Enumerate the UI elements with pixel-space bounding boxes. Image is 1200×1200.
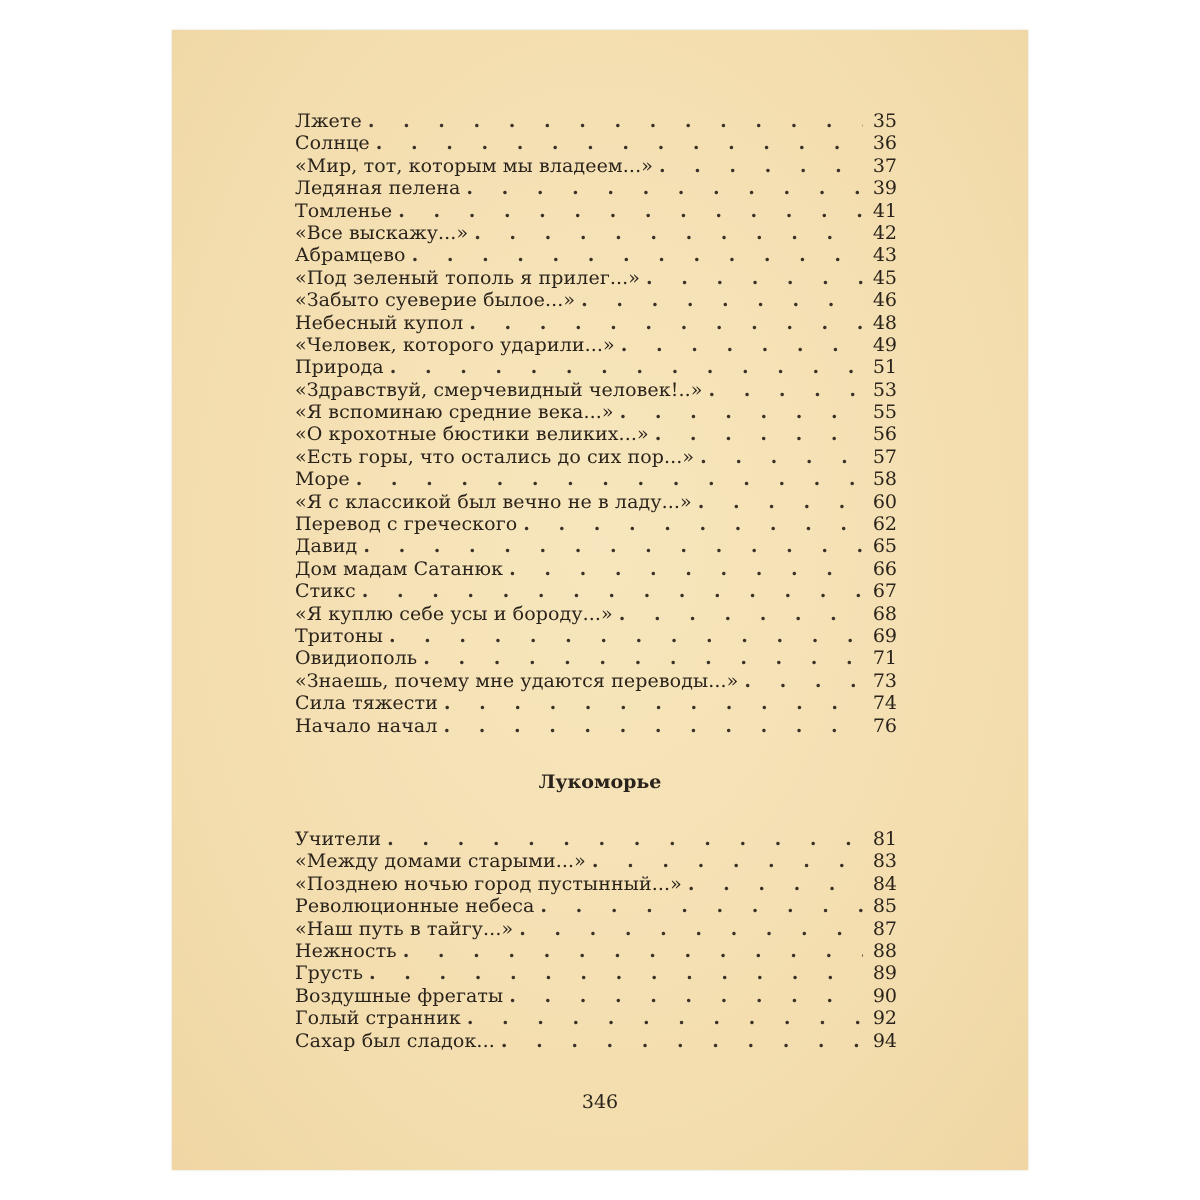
dot-leader (467, 1007, 863, 1029)
dot-leader (688, 873, 863, 895)
toc-entry-page: 36 (872, 132, 897, 155)
toc-entry-title: Лжете (295, 110, 362, 132)
dot-leader (390, 356, 863, 378)
toc-entry-page: 46 (872, 289, 897, 312)
dot-leader (369, 962, 863, 984)
toc-entry (295, 603, 897, 625)
toc-entry (295, 625, 897, 647)
toc-entry-page: 69 (872, 624, 897, 647)
toc-entry-title: «Все выскажу...» (295, 221, 469, 244)
toc-entry-title: Овидиополь (295, 647, 418, 670)
toc-entry-title: «О крохотные бюстики великих...» (295, 423, 649, 446)
toc-entry-title: Небесный купол (295, 311, 464, 334)
toc-entry (295, 873, 897, 895)
dot-leader (523, 513, 863, 535)
dot-leader (423, 647, 863, 669)
toc-entry (295, 468, 897, 490)
dot-leader (519, 918, 863, 940)
toc-entry (295, 379, 897, 401)
dot-leader (700, 446, 863, 468)
toc-entry-title: Стикс (295, 580, 356, 603)
toc-entry-title: Солнце (295, 132, 370, 155)
toc-entry-page: 53 (872, 378, 897, 401)
toc-entry-page: 87 (872, 917, 897, 940)
toc-entry-page: 42 (872, 221, 897, 244)
toc-entry-page: 85 (872, 895, 897, 918)
dot-leader (592, 850, 863, 872)
toc-entry (295, 940, 897, 962)
toc-entry (295, 155, 897, 177)
toc-entry (295, 356, 897, 378)
toc-entry-title: Ледяная пелена (295, 177, 461, 200)
toc-entry (295, 312, 897, 334)
toc-entry (295, 513, 897, 535)
toc-entry (295, 692, 897, 714)
toc-entry (295, 670, 897, 692)
toc-entry-title: «Здравствуй, смерчевидный человек!..» (295, 378, 703, 401)
toc-entry-title: Абрамцево (295, 244, 406, 267)
toc-entry (295, 715, 897, 737)
toc-entry-title: «Забыто суеверие былое...» (295, 289, 576, 312)
toc-entry (295, 267, 897, 289)
page-number: 346 (581, 1091, 619, 1113)
toc-entry-page: 65 (872, 535, 897, 558)
toc-entry (295, 985, 897, 1007)
toc-entry-page: 35 (872, 110, 897, 132)
dot-leader (398, 200, 863, 222)
toc-entry-title: «Я вспоминаю средние века...» (295, 401, 614, 424)
toc-entry-page: 49 (872, 333, 897, 356)
toc-entry-page: 84 (872, 872, 897, 895)
toc-entry (295, 177, 897, 199)
dot-leader (509, 985, 863, 1007)
toc-entry-title: Давид (295, 535, 358, 558)
toc-entry-page: 45 (872, 266, 897, 289)
toc-entry-title: «Я куплю себе усы и бороду...» (295, 602, 613, 625)
toc-entry (295, 558, 897, 580)
toc-entry (295, 446, 897, 468)
toc-entry (295, 850, 897, 872)
toc-entry (295, 580, 897, 602)
toc-entry-title: Томленье (295, 199, 393, 222)
toc-entry-page: 51 (872, 356, 897, 379)
toc-entry (295, 423, 897, 445)
toc-entry (295, 491, 897, 513)
toc-entry-page: 39 (872, 177, 897, 200)
toc-entry-title: «Наш путь в тайгу...» (295, 917, 514, 940)
dot-leader (619, 603, 863, 625)
toc-entry-title: Грусть (295, 962, 364, 985)
toc-entry-page: 66 (872, 557, 897, 580)
toc-list-part-1 (295, 110, 897, 737)
toc-entry-title: «Позднею ночью город пустынный...» (295, 872, 682, 895)
dot-leader (581, 289, 863, 311)
toc-entry-page: 56 (872, 423, 897, 446)
toc-entry-page: 55 (872, 401, 897, 424)
toc-entry (295, 244, 897, 266)
toc-list-part-2 (295, 828, 897, 1052)
toc-entry-title: Сила тяжести (295, 692, 438, 715)
toc-entry-title: Тритоны (295, 624, 383, 647)
toc-entry-title: Природа (295, 356, 384, 379)
toc-entry-page: 68 (872, 602, 897, 625)
toc-entry-page: 67 (872, 580, 897, 603)
dot-leader (362, 580, 863, 602)
toc-entry-page: 90 (872, 984, 897, 1007)
toc-entry (295, 334, 897, 356)
dot-leader (744, 670, 863, 692)
toc-entry (295, 110, 897, 132)
dot-leader (387, 828, 863, 850)
toc-entry (295, 1030, 897, 1052)
toc-entry-title: Море (295, 468, 350, 491)
toc-entry-title: Учители (295, 828, 382, 850)
toc-entry-page: 81 (872, 828, 897, 850)
toc-entry-page: 73 (872, 669, 897, 692)
toc-entry (295, 1007, 897, 1029)
toc-entry-title: Сахар был сладок... (295, 1029, 495, 1052)
toc-entry-page: 57 (872, 445, 897, 468)
dot-leader (444, 715, 864, 737)
toc-entry (295, 535, 897, 557)
toc-entry-page: 41 (872, 199, 897, 222)
dot-leader (540, 895, 863, 917)
dot-leader (403, 940, 863, 962)
toc-entry-page: 94 (872, 1029, 897, 1052)
toc-entry-page: 74 (872, 692, 897, 715)
dot-leader (698, 491, 863, 513)
toc-entry-title: Дом мадам Сатанюк (295, 557, 504, 580)
dot-leader (620, 401, 863, 423)
toc-entry-page: 62 (872, 513, 897, 536)
toc-entry (295, 895, 897, 917)
toc-entry-title: Перевод с греческого (295, 513, 518, 536)
dot-leader (501, 1030, 863, 1052)
dot-leader (368, 110, 863, 132)
dot-leader (469, 312, 863, 334)
toc-entry (295, 132, 897, 154)
toc-entry-title: «Есть горы, что остались до сих пор...» (295, 445, 695, 468)
toc-entry-page: 71 (872, 647, 897, 670)
dot-leader (466, 177, 863, 199)
toc-entry-title: «Человек, которого ударили...» (295, 333, 615, 356)
toc-entry (295, 962, 897, 984)
toc-entry-page: 88 (872, 939, 897, 962)
toc-entry-title: «Между домами старыми...» (295, 850, 586, 873)
toc-entry (295, 828, 897, 850)
dot-leader (474, 222, 863, 244)
toc-entry-page: 58 (872, 468, 897, 491)
toc-entry (295, 918, 897, 940)
toc-entry-title: «Мир, тот, которым мы владеем...» (295, 154, 653, 177)
dot-leader (356, 468, 863, 490)
toc-entry-title: Голый странник (295, 1007, 461, 1030)
toc-entry-title: Начало начал (295, 714, 438, 737)
toc-entry (295, 200, 897, 222)
dot-leader (621, 334, 863, 356)
toc-entry-title: Нежность (295, 939, 397, 962)
dot-leader (389, 625, 863, 647)
dot-leader (376, 132, 863, 154)
toc-entry-page: 83 (872, 850, 897, 873)
dot-leader (659, 155, 863, 177)
dot-leader (444, 692, 863, 714)
toc-entry-page: 92 (872, 1007, 897, 1030)
toc-entry-page: 76 (872, 714, 897, 737)
toc-entry-title: Революционные небеса (295, 895, 535, 918)
toc-entry-page: 37 (872, 154, 897, 177)
book-page (172, 30, 1028, 1170)
toc-entry-page: 89 (872, 962, 897, 985)
toc-entry (295, 647, 897, 669)
dot-leader (509, 558, 863, 580)
dot-leader (412, 244, 863, 266)
toc-entry (295, 401, 897, 423)
toc-entry (295, 289, 897, 311)
dot-leader (708, 379, 863, 401)
toc-entry-title: Воздушные фрегаты (295, 984, 504, 1007)
toc-entry-page: 43 (872, 244, 897, 267)
toc-entry-title: «Знаешь, почему мне удаются переводы...» (295, 669, 739, 692)
toc-entry (295, 222, 897, 244)
toc-entry-title: «Я с классикой был вечно не в ладу...» (295, 490, 692, 513)
section-heading: Лукоморье (538, 771, 662, 793)
dot-leader (646, 267, 863, 289)
dot-leader (655, 423, 863, 445)
dot-leader (363, 535, 863, 557)
toc-entry-page: 48 (872, 311, 897, 334)
toc-entry-page: 60 (872, 490, 897, 513)
toc-entry-title: «Под зеленый тополь я прилег...» (295, 266, 641, 289)
